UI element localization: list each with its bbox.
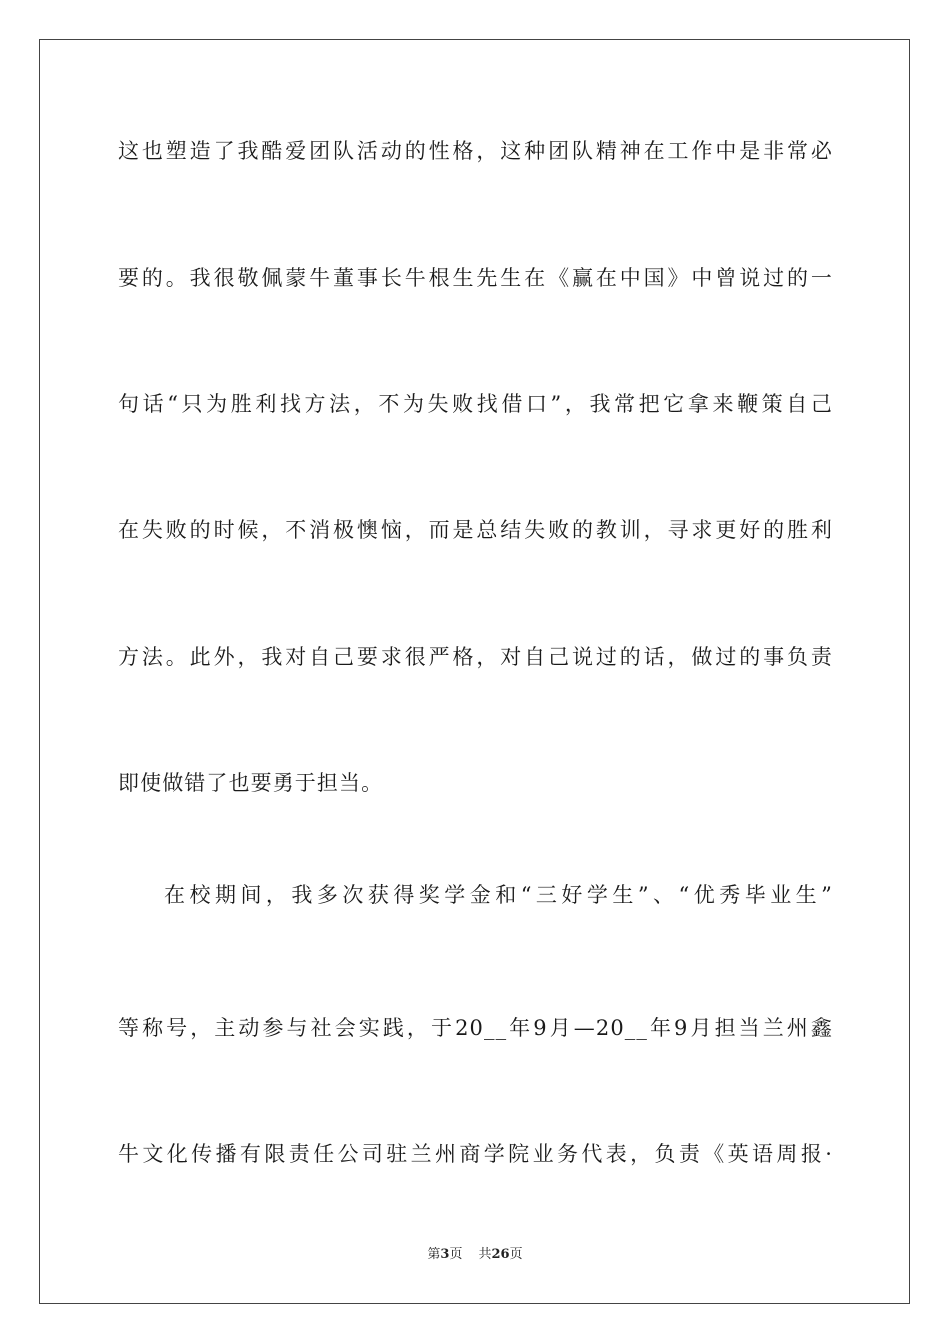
- body-line-5: 方法。此外，我对自己要求很严格，对自己说过的话，做过的事负责: [118, 645, 833, 669]
- page-prefix: 第: [427, 1247, 441, 1262]
- total-suffix: 页: [509, 1247, 523, 1262]
- body-line-9: 牛文化传播有限责任公司驻兰州商学院业务代表，负责《英语周报·: [118, 1142, 833, 1166]
- page-number: 3: [440, 1247, 450, 1262]
- page-footer: [0, 1246, 950, 1264]
- body-line-8: 等称号，主动参与社会实践，于20__年9月—20__年9月担当兰州鑫: [118, 1016, 833, 1040]
- body-line-1: 这也塑造了我酷爱团队活动的性格，这种团队精神在工作中是非常必: [118, 139, 833, 163]
- body-line-3: 句话“只为胜利找方法，不为失败找借口”，我常把它拿来鞭策自己: [118, 392, 833, 416]
- body-line-6: 即使做错了也要勇于担当。: [118, 771, 384, 795]
- total-pages: 26: [491, 1247, 510, 1262]
- body-line-7: 在校期间，我多次获得奖学金和“三好学生”、“优秀毕业生”: [164, 883, 833, 907]
- total-prefix: 共: [478, 1247, 492, 1262]
- body-line-2: 要的。我很敬佩蒙牛董事长牛根生先生在《赢在中国》中曾说过的一: [118, 266, 833, 290]
- body-line-4: 在失败的时候，不消极懊恼，而是总结失败的教训，寻求更好的胜利: [118, 518, 833, 542]
- page-border: [39, 39, 910, 1304]
- page-suffix: 页: [449, 1247, 463, 1262]
